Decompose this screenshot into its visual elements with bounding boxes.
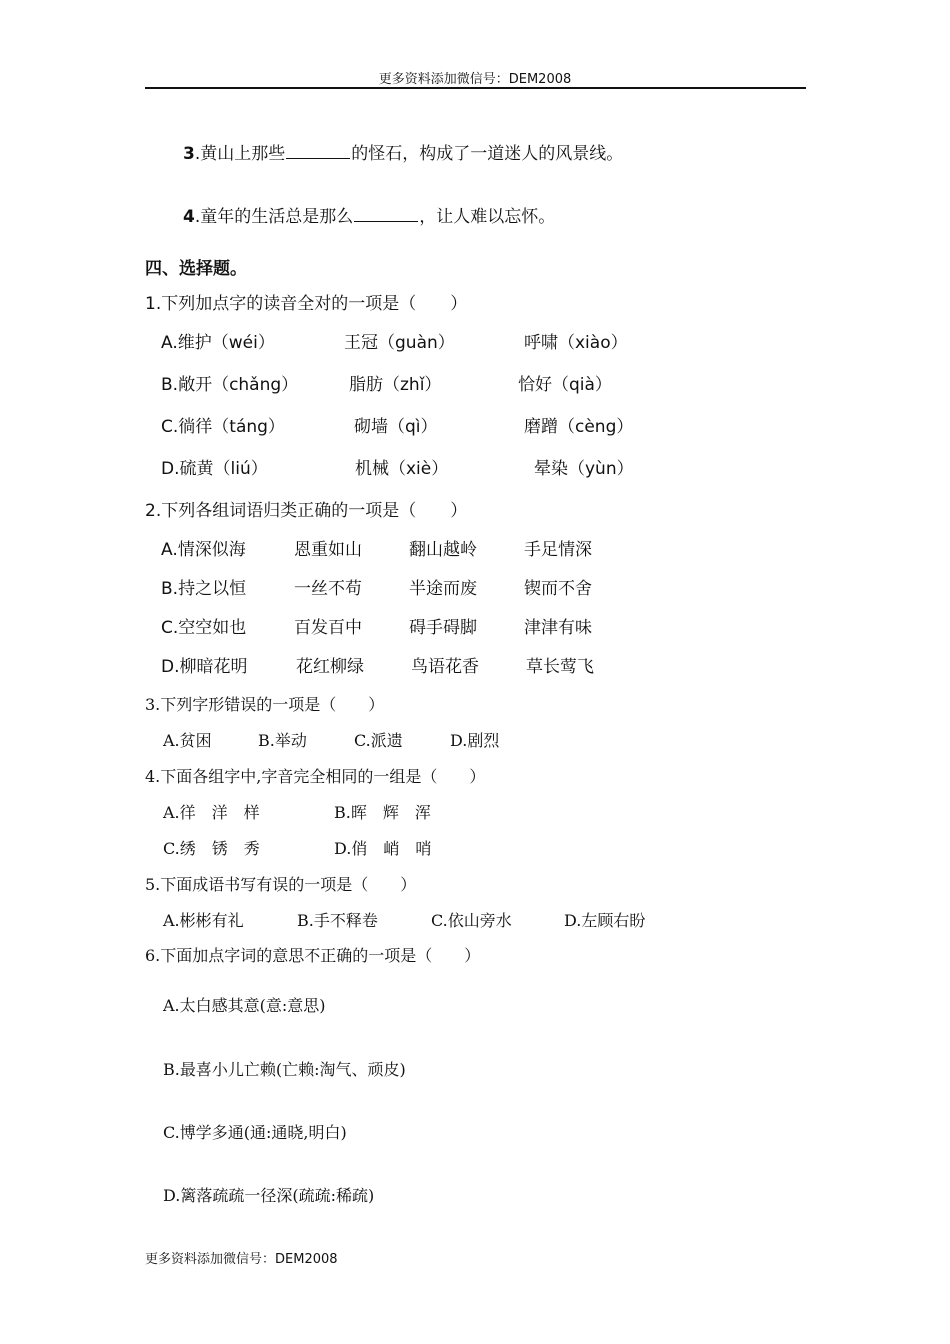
q5-option-d: D.左顾右盼	[564, 911, 646, 930]
q2-option-c-word-4: 津津有味	[524, 618, 592, 638]
q1-option-b: B.敞开（chǎng）	[161, 375, 299, 395]
q2-option-c: C.空空如也	[161, 618, 247, 638]
item-text-before: .童年的生活总是那么	[194, 207, 354, 227]
q1-option-d-word-3: 晕染（yùn）	[534, 459, 634, 479]
q1-option-a-word-2: 王冠（guàn）	[344, 333, 455, 353]
q3-option-c: C.派遗	[354, 731, 403, 750]
q2-option-b: B.持之以恒	[161, 579, 247, 599]
q4-option-d: D.俏 峭 哨	[334, 839, 432, 858]
q2-option-d-word-2: 花红柳绿	[296, 657, 364, 677]
item-text-after: 的怪石，构成了一道迷人的风景线。	[351, 144, 624, 164]
question-5-stem: 5.下面成语书写有误的一项是（ ）	[145, 875, 417, 894]
question-2-stem: 2.下列各组词语归类正确的一项是（ ）	[145, 501, 468, 521]
q2-option-a-word-2: 恩重如山	[294, 540, 362, 560]
q6-option-a: A.太白感其意(意:意思)	[163, 996, 326, 1015]
fill-blank-item-4	[183, 202, 555, 227]
q1-option-b-word-3: 恰好（qià）	[518, 375, 612, 395]
page-footer: 更多资料添加微信号：DEM2008	[145, 1252, 338, 1267]
fill-blank-item-3	[183, 139, 623, 164]
q5-option-b: B.手不释卷	[297, 911, 378, 930]
q5-option-c: C.依山旁水	[431, 911, 512, 930]
item-text-before: .黄山上那些	[194, 144, 286, 164]
q2-option-c-word-2: 百发百中	[294, 618, 362, 638]
q1-option-b-word-2: 脂肪（zhǐ）	[349, 375, 442, 395]
question-4-stem: 4.下面各组字中,字音完全相同的一组是（ ）	[145, 767, 486, 786]
q2-option-a: A.情深似海	[161, 540, 246, 560]
q1-option-a-word-3: 呼啸（xiào）	[524, 333, 628, 353]
q4-option-c: C.绣 锈 秀	[163, 839, 260, 858]
question-6-stem: 6.下面加点字词的意思不正确的一项是（ ）	[145, 946, 481, 965]
q2-option-a-word-4: 手足情深	[524, 540, 592, 560]
q1-option-d-word-2: 机械（xiè）	[355, 459, 449, 479]
q4-option-a: A.徉 洋 样	[163, 803, 260, 822]
q3-option-d: D.剧烈	[450, 731, 500, 750]
q3-option-b: B.举动	[258, 731, 307, 750]
q2-option-d-word-3: 鸟语花香	[411, 657, 479, 677]
q3-option-a: A.贫困	[163, 731, 212, 750]
question-1-stem: 1.下列加点字的读音全对的一项是（ ）	[145, 294, 468, 314]
question-3-stem: 3.下列字形错误的一项是（ ）	[145, 695, 385, 714]
q5-option-a: A.彬彬有礼	[163, 911, 244, 930]
q4-option-b: B.晖 辉 浑	[334, 803, 431, 822]
q1-option-c-word-3: 磨蹭（cèng）	[524, 417, 634, 437]
answer-blank	[286, 157, 350, 159]
q1-option-c: C.徜徉（táng）	[161, 417, 285, 437]
q2-option-c-word-3: 碍手碍脚	[409, 618, 477, 638]
header-divider	[145, 87, 806, 89]
q2-option-d-word-4: 草长莺飞	[526, 657, 594, 677]
section-title: 四、选择题。	[145, 259, 247, 279]
q1-option-c-word-2: 砌墙（qì）	[354, 417, 438, 437]
q6-option-c: C.博学多通(通:通晓,明白)	[163, 1123, 347, 1142]
q2-option-b-word-3: 半途而废	[409, 579, 477, 599]
q2-option-a-word-3: 翻山越岭	[409, 540, 477, 560]
answer-blank	[354, 220, 418, 222]
q1-option-d: D.硫黄（liú）	[161, 459, 268, 479]
item-number: 3	[183, 144, 195, 164]
item-text-after: ，让人难以忘怀。	[419, 207, 556, 227]
q2-option-d: D.柳暗花明	[161, 657, 248, 677]
page-header: 更多资料添加微信号：DEM2008	[378, 72, 572, 87]
q1-option-a: A.维护（wéi）	[161, 333, 275, 353]
q2-option-b-word-4: 锲而不舍	[524, 579, 592, 599]
q6-option-b: B.最喜小儿亡赖(亡赖:淘气、顽皮)	[163, 1060, 406, 1079]
item-number: 4	[183, 207, 195, 227]
q6-option-d: D.篱落疏疏一径深(疏疏:稀疏)	[163, 1186, 375, 1205]
q2-option-b-word-2: 一丝不苟	[294, 579, 362, 599]
